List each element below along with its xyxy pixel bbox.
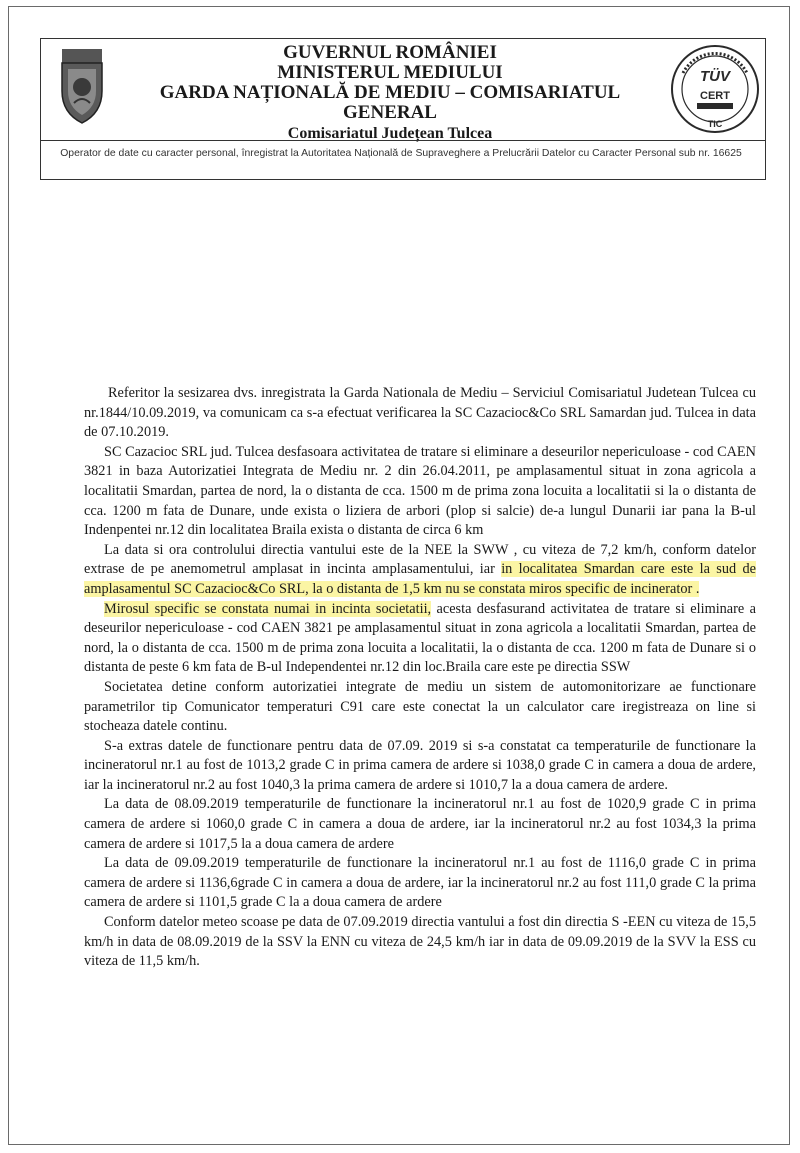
seal-top-text: TÜV <box>700 68 730 85</box>
data-operator-note: Operator de date cu caracter personal, înregistrat la Autoritatea Națională de Supraveghere a Prelucrării Datelor cu Caracter Personal sub nr. 16625 <box>60 148 742 159</box>
highlighted-odor-inside-statement: Mirosul specific se constata numai in incinta societatii, <box>104 600 432 617</box>
letterhead <box>40 38 766 180</box>
paragraph-temperatures-0709: S-a extras datele de functionare pentru data de 07.09. 2019 si s-a constatat ca temperaturile de functionare la incineratorul nr.1 au fost de 1013,2 grade C in prima camera de ardere si 1038,0 grade C in camera a doua de ardere, iar la incineratorul nr.2 au fost 1040,3 la prima camera de ardere si 1010,7 la a doua camera de ardere. <box>84 737 756 793</box>
highlighted-no-odor-statement: in localitatea Smardan care este la sud de amplasamentul SC Cazacioc&Co SRL, la o distanta de 1,5 km nu se constata miros specific de incinerator . <box>84 561 756 597</box>
paragraph-temperatures-0809: La data de 08.09.2019 temperaturile de functionare la incineratorul nr.1 au fost de 1020,9 grade C in prima camera de ardere si 1060,0 grade C in camera a doua de ardere, iar la incineratorul nr.2 au fost 1034,3 la prima camera de ardere si 1017,5 la a doua camera de ardere <box>84 796 756 852</box>
tuv-certification-seal-icon <box>669 43 761 135</box>
letterhead-title-block <box>117 43 663 144</box>
letter-body <box>84 384 756 972</box>
paragraph-odor-location <box>84 600 756 678</box>
paragraph-wind-control-text: La data si ora controlului directia vantului este de la NEE la SWW , cu viteza de 7,2 km/h, conform datelor extrase de pe anemometrul amplasat in incinta amplasamentului, iar <box>84 541 756 578</box>
paragraph-company-activity: SC Cazacioc SRL jud. Tulcea desfasoara activitatea de tratare si eliminare a deseurilor nepericuloase - cod CAEN 3821 in baza Autorizatiei Integrata de Mediu nr. 2 din 26.04.2011, pe amplasamentul situat in zona agricola a localitatii Smardan, partea de nord, la o distanta de cca. 1500 m de prima zona locuita a localitatii si la o distanta de cca. 1200 m fata de Dunare, unde exista o liziera de arbori (plop si salcie) de-a lungul Dunarii iar pana la B-ul Indenpentei nr.12 din localitatea Braila exista o distanta de circa 6 km <box>84 443 756 539</box>
letterhead-divider <box>41 140 765 141</box>
paragraph-temperatures-0909: La data de 09.09.2019 temperaturile de functionare la incineratorul nr.1 au fost de 1116,0 grade C in prima camera de ardere si 1136,6grade C in camera a doua de ardere, iar la incineratorul nr.2 au fost 111,0 grade C la prima camera de ardere si 1101,5 grade C la a doua camera de ardere <box>84 855 756 911</box>
ministry-title: MINISTERUL MEDIULUI <box>277 62 503 83</box>
paragraph-wind-control <box>84 541 756 600</box>
county-office-title: Comisariatul Județean Tulcea <box>287 125 493 142</box>
paragraph-odor-location-text: acesta desfasurand activitatea de tratare si eliminare a deseurilor nepericuloase - cod CAEN 3821 pe amplasamentul situat in zona agricola a localitatii Smardan, partea de nord, la o distanta de cca. 1500 m de prima zona locuita a localitatii, la o distanta de cca. 1200 m fata de Dunare si o distanta de peste 6 km fata de B-ul Independentei nr.12 din loc.Braila care este pe directia SSW <box>84 600 756 676</box>
paragraph-weather-data: Conform datelor meteo scoase pe data de 07.09.2019 directia vantului a fost din directia S -EEN cu viteza de 15,5 km/h in data de 08.09.2019 de la SSV la ENN cu viteza de 24,5 km/h iar in data de 09.09.2019 de la SVV la ESS cu viteza de 11,5 km/h. <box>84 914 756 970</box>
seal-bottom-text: TIC <box>707 119 723 129</box>
paragraph-reference: Referitor la sesizarea dvs. inregistrata la Garda Nationala de Mediu – Serviciul Comisariatul Judetean Tulcea cu nr.1844/10.09.2019, va comunicam ca s-a efectuat verificarea la SC Cazacioc&Co SRL Samardan jud. Tulcea in data de 07.10.2019. <box>84 385 756 441</box>
paragraph-monitoring-system: Societatea detine conform autorizatiei integrate de mediu un sistem de automonitorizare ae functionare parametrilor tip Comunicator temperaturi C91 care este conectat la un calculator care iregistreaza on line si stocheaza datele continu. <box>84 678 756 735</box>
agency-title: GARDA NAȚIONALĂ DE MEDIU – COMISARIATUL GENERAL <box>159 82 621 123</box>
romanian-coat-of-arms-icon <box>54 47 110 127</box>
seal-middle-text: CERT <box>700 90 730 102</box>
government-title: GUVERNUL ROMÂNIEI <box>283 42 497 63</box>
